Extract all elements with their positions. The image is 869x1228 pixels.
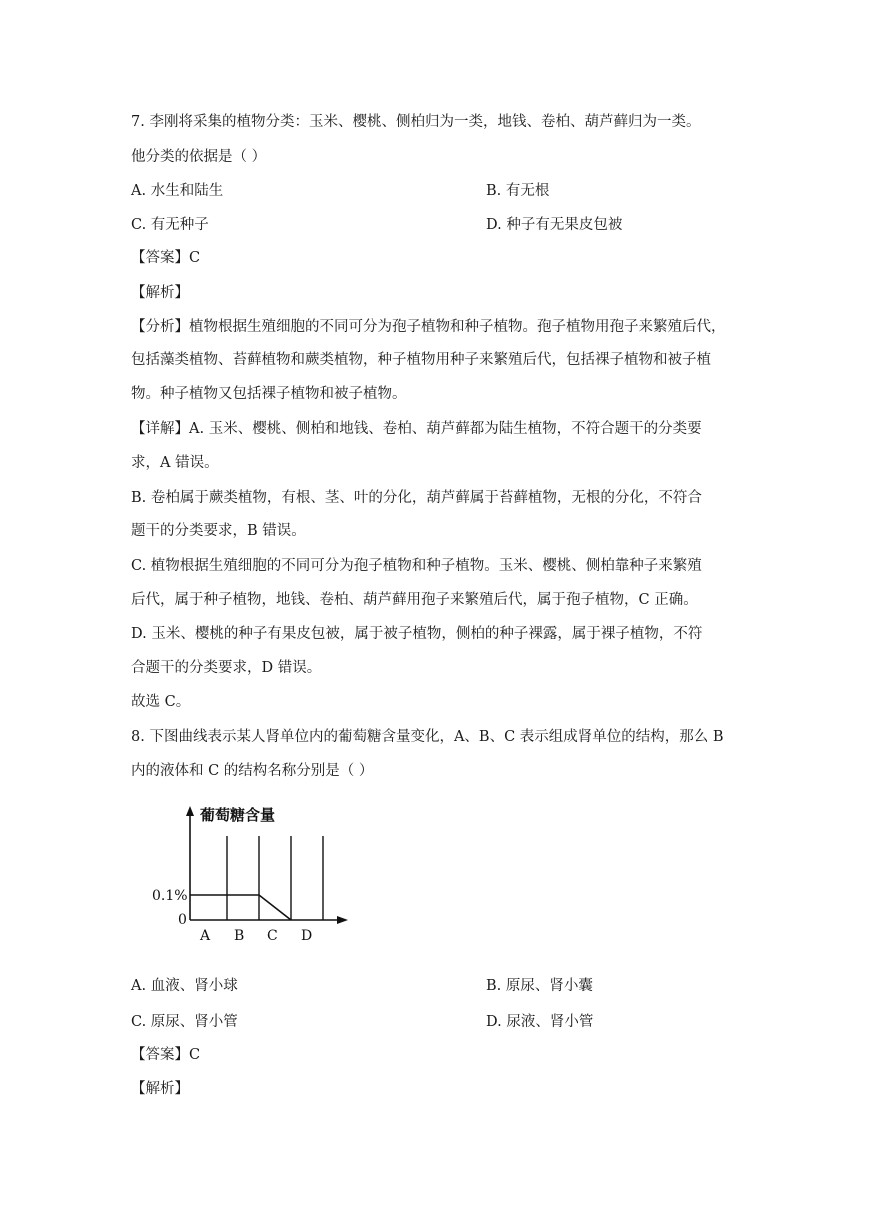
q7-fenxi-line2: 包括藻类植物、苔藓植物和蕨类植物，种子植物用种子来繁殖后代，包括裸子植物和被子植 (131, 352, 711, 368)
x-tick-label-a: A (200, 928, 211, 944)
y-tick-label-0: 0 (178, 912, 187, 928)
q7-analysis-heading: 【解析】 (131, 285, 189, 301)
q7-detail-line3: B. 卷柏属于蕨类植物，有根、茎、叶的分化，葫芦藓属于苔藓植物，无根的分化，不符合 (131, 490, 702, 506)
q7-fenxi-line3: 物。种子植物又包括裸子植物和被子植物。 (131, 386, 407, 402)
chart-ylabel: 葡萄糖含量 (200, 806, 276, 824)
q7-detail-line4: 题干的分类要求，B 错误。 (131, 523, 306, 539)
q7-stem-line2: 他分类的依据是（ ） (131, 149, 267, 165)
q8-option-d: D. 尿液、肾小管 (486, 1014, 594, 1030)
q7-detail-line6: 后代，属于种子植物，地钱、卷柏、葫芦藓用孢子来繁殖后代，属于孢子植物，C 正确。 (131, 592, 698, 608)
y-tick-label-0.1: 0.1% (152, 888, 188, 904)
q7-option-b: B. 有无根 (486, 183, 550, 199)
x-axis-arrow (337, 916, 348, 924)
q7-detail-line8: 合题干的分类要求，D 错误。 (131, 660, 322, 676)
q7-conclusion: 故选 C。 (131, 694, 191, 710)
q7-answer: 【答案】C (131, 250, 201, 266)
q8-option-b: B. 原尿、肾小囊 (486, 978, 593, 994)
q7-detail-line5: C. 植物根据生殖细胞的不同可分为孢子植物和种子植物。玉米、樱桃、侧柏靠种子来繁殖 (131, 558, 702, 574)
q7-fenxi-line1: 【分析】植物根据生殖细胞的不同可分为孢子植物和种子植物。孢子植物用孢子来繁殖后代， (131, 319, 726, 335)
x-tick-label-d: D (301, 928, 313, 944)
q7-detail-line2: 求，A 错误。 (131, 455, 219, 471)
q7-stem-line1: 7. 李刚将采集的植物分类：玉米、樱桃、侧柏归为一类，地钱、卷柏、葫芦藓归为一类。 (131, 114, 701, 130)
q8-option-c: C. 原尿、肾小管 (131, 1014, 238, 1030)
q7-detail-line7: D. 玉米、樱桃的种子有果皮包被，属于被子植物，侧柏的种子裸露，属于裸子植物，不符 (131, 626, 703, 642)
q8-answer: 【答案】C (131, 1047, 201, 1063)
glucose-curve (190, 895, 291, 920)
q8-option-a: A. 血液、肾小球 (131, 978, 238, 994)
q7-option-a: A. 水生和陆生 (131, 183, 224, 199)
y-axis-arrow (186, 806, 194, 816)
q8-stem-line2: 内的液体和 C 的结构名称分别是（ ） (131, 763, 374, 779)
glucose-chart (150, 798, 360, 948)
x-tick-label-b: B (234, 928, 245, 944)
q8-stem-line1: 8. 下图曲线表示某人肾单位内的葡萄糖含量变化，A、B、C 表示组成肾单位的结构，那么 B (131, 729, 724, 745)
q7-option-c: C. 有无种子 (131, 217, 209, 233)
x-tick-label-c: C (267, 928, 278, 944)
q7-detail-line1: 【详解】A. 玉米、樱桃、侧柏和地钱、卷柏、葫芦藓都为陆生植物，不符合题干的分类要 (131, 421, 702, 437)
q8-analysis-heading: 【解析】 (131, 1081, 189, 1097)
q7-option-d: D. 种子有无果皮包被 (486, 217, 623, 233)
